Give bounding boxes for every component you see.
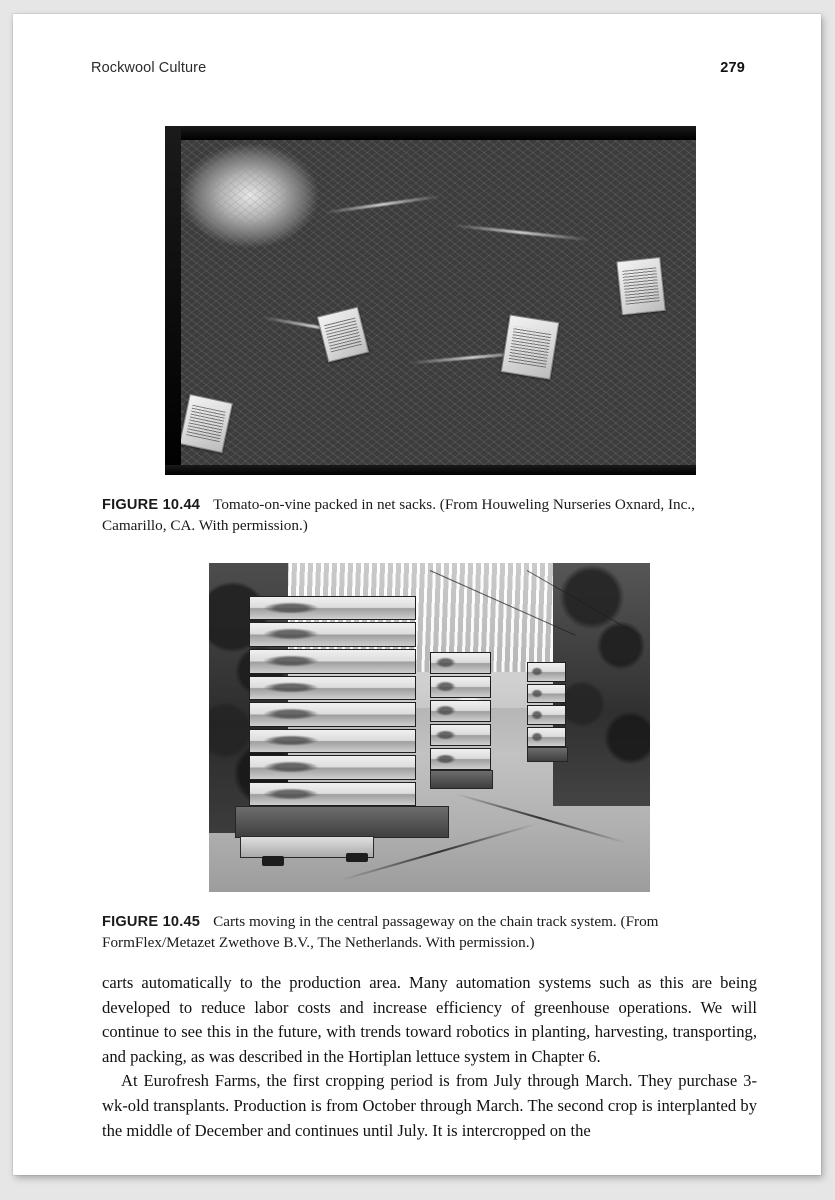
cart-foreground-frame xyxy=(235,806,449,838)
produce-box xyxy=(249,596,417,621)
tomato-net-sack-photo xyxy=(165,126,696,475)
produce-box xyxy=(249,676,417,701)
figure-label: FIGURE 10.44 xyxy=(102,497,201,513)
produce-box xyxy=(527,662,567,682)
figure-10-44-image xyxy=(165,126,696,475)
produce-box xyxy=(430,652,492,674)
figure-10-45-image xyxy=(209,563,650,892)
cart-wheel xyxy=(346,853,368,863)
net-mesh-highlight xyxy=(165,126,696,475)
crate-edge xyxy=(165,126,181,475)
running-head-title: Rockwool Culture xyxy=(91,60,207,76)
produce-box xyxy=(527,684,567,704)
produce-box xyxy=(430,700,492,722)
cart-middle-frame xyxy=(430,770,494,788)
body-paragraph-1: carts automatically to the production area. Many automation systems such as this are being developed to reduce labor costs and increase efficiency of greenhouse operations. We will continue to see this in the future, with trends toward robotics in planting, harvesting, transporting, and packing, as was described in the Hortiplan lettuce system in Chapter 6. xyxy=(102,973,757,1066)
produce-box xyxy=(430,724,492,746)
produce-box xyxy=(249,622,417,647)
figure-10-44-caption xyxy=(102,495,755,536)
produce-box xyxy=(249,729,417,754)
produce-box xyxy=(249,782,417,807)
cart-far-right-frame xyxy=(527,747,569,762)
produce-box xyxy=(249,755,417,780)
produce-box xyxy=(249,649,417,674)
box-stack-far-right xyxy=(527,662,567,748)
figure-caption-line-2: Camarillo, CA. With permission.) xyxy=(102,516,308,534)
crop-row-right xyxy=(553,563,650,806)
product-tag xyxy=(501,314,559,379)
produce-box xyxy=(430,676,492,698)
body-paragraph-2: At Eurofresh Farms, the first cropping period is from July through March. They purchase 3-wk-old transplants. Production is from October through March. The second crop is interplanted by the middle of December and continues until July. It is intercropped on the xyxy=(102,1071,757,1140)
cart-wheel xyxy=(262,856,284,866)
figure-caption-line-1: Tomato-on-vine packed in net sacks. (From Houweling Nurseries Oxnard, Inc., xyxy=(213,496,695,513)
crate-edge xyxy=(165,126,696,140)
box-stack-foreground xyxy=(249,596,417,807)
running-head xyxy=(91,60,745,84)
produce-box xyxy=(249,702,417,727)
figure-label: FIGURE 10.45 xyxy=(102,914,201,930)
produce-box xyxy=(527,727,567,747)
produce-box xyxy=(527,705,567,725)
figure-10-45-caption xyxy=(102,912,755,953)
body-text xyxy=(102,971,757,1143)
document-page xyxy=(13,14,821,1175)
page-number: 279 xyxy=(720,60,745,76)
figure-caption-line-2: FormFlex/Metazet Zwethove B.V., The Netherlands. With permission.) xyxy=(102,933,535,951)
greenhouse-carts-photo xyxy=(209,563,650,892)
produce-box xyxy=(430,748,492,770)
box-stack-middle xyxy=(430,652,492,770)
product-tag xyxy=(616,256,666,315)
figure-caption-line-1: Carts moving in the central passageway on the chain track system. (From xyxy=(213,913,659,930)
crate-edge xyxy=(165,465,696,475)
